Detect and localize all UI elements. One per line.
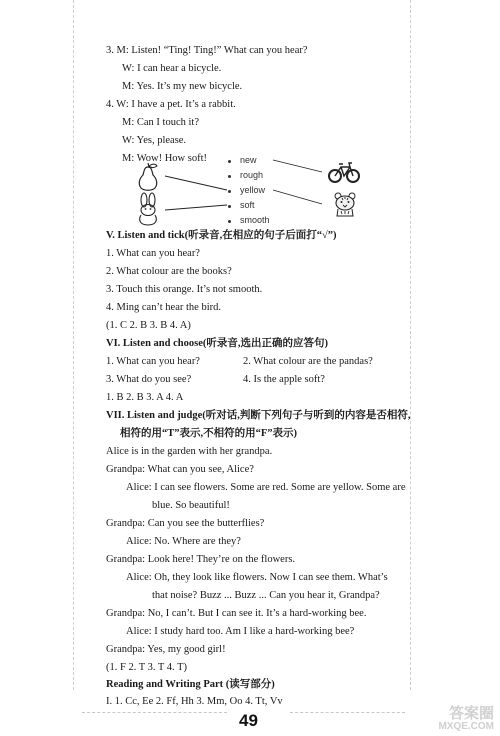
section-v-line-2: 2. What colour are the books?	[106, 266, 232, 277]
item3-speaker-m: 3. M: Listen! “Ting! Ting!” What can you hear?	[106, 45, 308, 56]
dialogue-line-2b: blue. So beautiful!	[152, 500, 230, 511]
dialogue-line-3: Grandpa: Can you see the butterflies?	[106, 518, 265, 529]
dialogue-line-7: Grandpa: No, I can’t. But I can see it. It’s a hard-working bee.	[106, 608, 367, 619]
match-word-5: smooth	[240, 215, 270, 225]
dialogue-line-8: Alice: I study hard too. Am I like a hard-working bee?	[126, 626, 355, 637]
watermark-line-2: MXQE.COM	[438, 721, 494, 732]
match-word-3: yellow	[240, 185, 266, 195]
section-vi-q3: 3. What do you see?	[106, 374, 192, 385]
reading-writing-title: Reading and Writing Part (读写部分)	[106, 679, 275, 690]
match-word-1: new	[240, 155, 257, 165]
section-vii-answers: (1. F 2. T 3. T 4. T)	[106, 662, 188, 673]
match-lines	[0, 0, 500, 240]
bicycle-icon	[328, 160, 360, 184]
watermark-line-1: 答案圈	[448, 705, 494, 722]
item3-speaker-m2: M: Yes. It’s my new bicycle.	[122, 81, 243, 92]
footer-rule-right	[290, 712, 405, 713]
section-v-title: V. Listen and tick	[106, 230, 185, 241]
section-v-title-cn: (听录音,在相应的句子后面打“√”)	[184, 230, 337, 241]
item4-speaker-w2: W: Yes, please.	[122, 135, 187, 146]
section-vii-title: VII. Listen and judge	[106, 410, 203, 421]
tiger-icon	[331, 191, 359, 217]
section-v-heading	[106, 229, 336, 243]
dialogue-line-4: Alice: No. Where are they?	[126, 536, 241, 547]
item4-speaker-m: M: Can I touch it?	[122, 117, 199, 128]
dialogue-line-6: Alice: Oh, they look like flowers. Now I can see them. What’s	[126, 572, 388, 583]
section-vi-q1: 1. What can you hear?	[106, 356, 200, 367]
item4-speaker-w: 4. W: I have a pet. It’s a rabbit.	[106, 99, 236, 110]
item4-speaker-m3: M: Wow! How soft!	[122, 153, 207, 164]
section-vi-title-cn: (听录音,选出正确的应答句)	[202, 338, 328, 349]
section-vii-heading	[106, 409, 411, 423]
dialogue-intro: Alice is in the garden with her grandpa.	[106, 446, 273, 457]
section-vii-title-cn-2: 相符的用“T”表示,不相符的用“F”表示)	[120, 428, 298, 439]
section-v-line-4: 4. Ming can’t hear the bird.	[106, 302, 221, 313]
watermark	[438, 706, 494, 732]
section-v-line-1: 1. What can you hear?	[106, 248, 200, 259]
section-v-answers: (1. C 2. B 3. B 4. A)	[106, 320, 191, 331]
section-vi-heading	[106, 337, 328, 351]
dialogue-line-1: Grandpa: What can you see, Alice?	[106, 464, 254, 475]
section-vi-q4: 4. Is the apple soft?	[243, 374, 325, 385]
dialogue-line-9: Grandpa: Yes, my good girl!	[106, 644, 226, 655]
match-word-2: rough	[240, 170, 264, 180]
dialogue-line-5: Grandpa: Look here! They’re on the flowers.	[106, 554, 296, 565]
match-word-4: soft	[240, 200, 255, 210]
section-vi-answers: 1. B 2. B 3. A 4. A	[106, 392, 184, 403]
section-v-line-3: 3. Touch this orange. It’s not smooth.	[106, 284, 263, 295]
reading-writing-answers: I. 1. Cc, Ee 2. Ff, Hh 3. Mm, Oo 4. Tt, Vv	[106, 696, 283, 707]
section-vi-title: VI. Listen and choose	[106, 338, 203, 349]
item3-speaker-w: W: I can hear a bicycle.	[122, 63, 222, 74]
footer-rule-left	[82, 712, 227, 713]
dialogue-line-2: Alice: I can see flowers. Some are red. Some are yellow. Some are	[126, 482, 406, 493]
section-vii-title-cn: (听对话,判断下列句子与听到的内容是否相符,	[202, 410, 411, 421]
page-number: 49	[239, 711, 258, 730]
dialogue-line-6b: that noise? Buzz ... Buzz ... Can you hear it, Grandpa?	[152, 590, 380, 601]
section-vi-q2: 2. What colour are the pandas?	[243, 356, 373, 367]
